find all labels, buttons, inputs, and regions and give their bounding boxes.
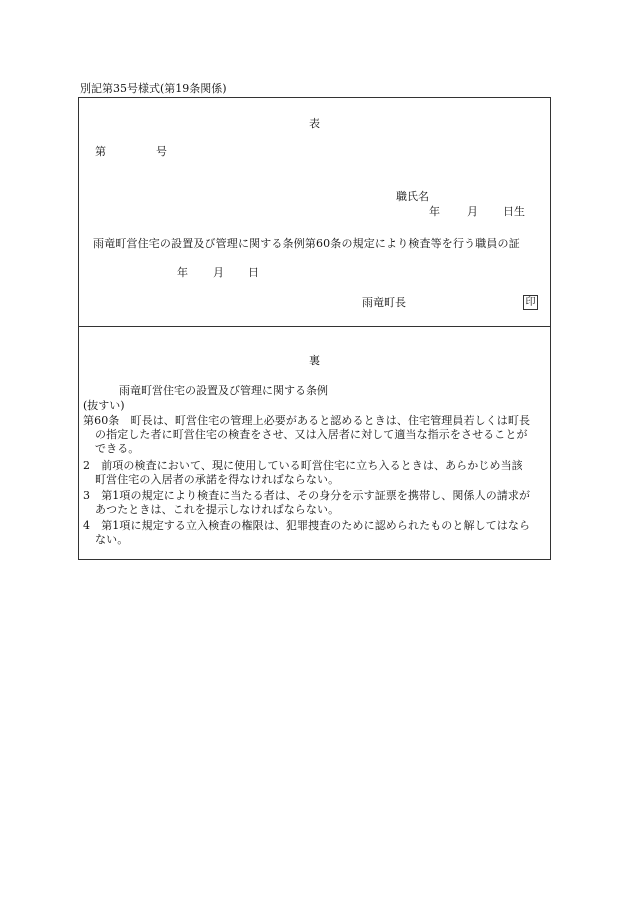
birth-year-label: 年 bbox=[429, 205, 440, 218]
front-back-divider bbox=[79, 326, 550, 327]
number-prefix: 第 bbox=[95, 145, 106, 158]
article-line: あつたときは、これを提示しなければならない。 bbox=[95, 503, 340, 516]
form-caption: 別記第35号様式(第19条関係) bbox=[80, 82, 227, 95]
seal-mark: 印 bbox=[523, 295, 538, 310]
issue-year-label: 年 bbox=[177, 266, 188, 279]
number-suffix: 号 bbox=[156, 145, 167, 158]
law-title: 雨竜町営住宅の設置及び管理に関する条例 bbox=[119, 384, 328, 397]
name-label: 職氏名 bbox=[396, 190, 429, 203]
article-line: の指定した者に町営住宅の検査をさせ、又は入居者に対して適当な指示をさせることが bbox=[95, 428, 528, 441]
front-heading: 表 bbox=[309, 117, 320, 130]
birth-day-label: 日生 bbox=[503, 205, 525, 218]
inspection-certificate-form bbox=[78, 97, 551, 560]
back-heading: 裏 bbox=[309, 354, 320, 367]
issuer-name: 雨竜町長 bbox=[362, 296, 406, 309]
article-line: 3 第1項の規定により検査に当たる者は、その身分を示す証票を携帯し、関係人の請求が bbox=[83, 489, 531, 502]
article-line: 4 第1項に規定する立入検査の権限は、犯罪捜査のために認められたものと解してはなら bbox=[83, 519, 531, 532]
article-line: ない。 bbox=[95, 533, 129, 546]
issue-month-label: 月 bbox=[213, 266, 224, 279]
article-line: 第60条 町長は、町営住宅の管理上必要があると認めるときは、住宅管理員若しくは町長 bbox=[83, 414, 531, 427]
article-line: できる。 bbox=[95, 442, 140, 455]
issue-day-label: 日 bbox=[248, 266, 259, 279]
certificate-text: 雨竜町営住宅の設置及び管理に関する条例第60条の規定により検査等を行う職員の証 bbox=[93, 237, 520, 250]
excerpt-label: (抜すい) bbox=[83, 399, 125, 412]
article-line: 2 前項の検査において、現に使用している町営住宅に立ち入るときは、あらかじめ当該 bbox=[83, 459, 523, 472]
article-line: 町営住宅の入居者の承諾を得なければならない。 bbox=[95, 473, 340, 486]
birth-month-label: 月 bbox=[467, 205, 478, 218]
